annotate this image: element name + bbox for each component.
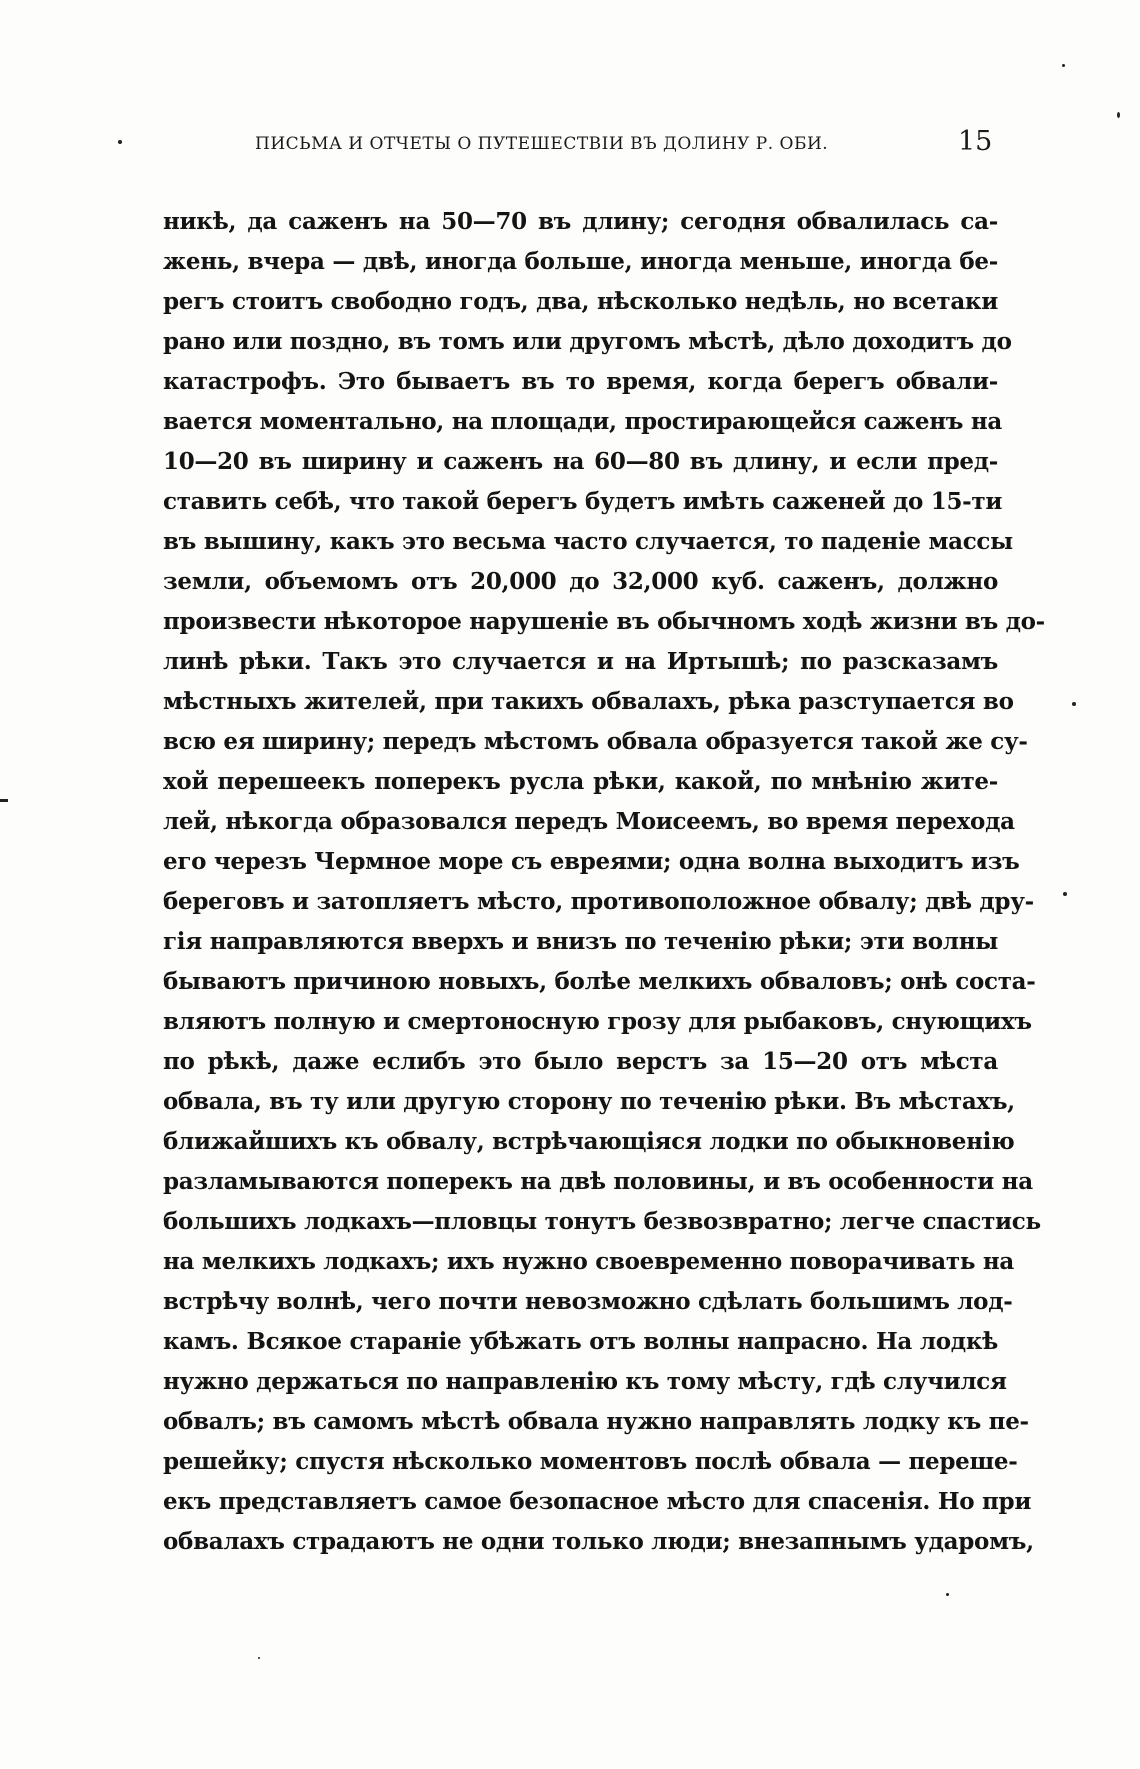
text-line: ставить себѣ, что такой берегъ будетъ имѣть саженей до 15-ти — [163, 488, 1003, 515]
text-line: жень, вчера — двѣ, иногда больше, иногда меньше, иногда бе- — [163, 248, 998, 275]
scan-speck — [946, 1593, 949, 1596]
scan-speck — [1072, 702, 1076, 706]
text-line: 10—20 въ ширину и саженъ на 60—80 въ длину, и если пред- — [163, 448, 998, 475]
text-line: встрѣчу волнѣ, чего почти невозможно сдѣлать большимъ лод- — [163, 1288, 1013, 1315]
text-line: решейку; спустя нѣсколько моментовъ послѣ обвала — переше- — [163, 1448, 1018, 1475]
text-line: береговъ и затопляетъ мѣсто, противоположное обвалу; двѣ дру- — [163, 888, 1034, 915]
text-line: камъ. Всякое стараніе убѣжать отъ волны напрасно. На лодкѣ — [163, 1328, 998, 1355]
text-line: обвала, въ ту или другую сторону по теченію рѣки. Въ мѣстахъ, — [163, 1088, 1015, 1115]
text-line: регъ стоитъ свободно годъ, два, нѣсколько недѣль, но всетаки — [163, 288, 998, 315]
text-line: лей, нѣкогда образовался передъ Моисеемъ, во время перехода — [163, 808, 1015, 835]
text-line: бываютъ причиною новыхъ, болѣе мелкихъ обваловъ; онѣ соста- — [163, 968, 1036, 995]
text-line: никѣ, да саженъ на 50—70 въ длину; сегодня обвалилась са- — [163, 208, 998, 235]
scan-speck — [0, 799, 8, 802]
text-line: въ вышину, какъ это весьма часто случается, то паденіе массы — [163, 528, 1013, 555]
text-line: земли, объемомъ отъ 20,000 до 32,000 куб. саженъ, должно — [163, 568, 998, 595]
text-line: катастрофъ. Это бываетъ въ то время, когда берегъ обвали- — [163, 368, 998, 395]
text-line: екъ представляетъ самое безопасное мѣсто для спасенія. Но при — [163, 1488, 1032, 1515]
scan-speck — [1117, 112, 1120, 118]
text-line: обвалъ; въ самомъ мѣстѣ обвала нужно направлять лодку къ пе- — [163, 1408, 1029, 1435]
text-line: обвалахъ страдаютъ не одни только люди; внезапнымъ ударомъ, — [163, 1528, 1034, 1555]
text-line: хой перешеекъ поперекъ русла рѣки, какой, по мнѣнію жите- — [163, 768, 998, 795]
text-line: на мелкихъ лодкахъ; ихъ нужно своевременно поворачивать на — [163, 1248, 1014, 1275]
running-head: ПИСЬМА И ОТЧЕТЫ О ПУТЕШЕСТВІИ ВЪ ДОЛИНУ Р. ОБИ. — [255, 134, 829, 154]
text-line: ближайшихъ къ обвалу, встрѣчающіяся лодки по обыкновенію — [163, 1128, 1015, 1155]
text-line: вляютъ полную и смертоносную грозу для рыбаковъ, снующихъ — [163, 1008, 1032, 1035]
text-line: мѣстныхъ жителей, при такихъ обвалахъ, рѣка разступается во — [163, 688, 1014, 715]
page-number: 15 — [958, 126, 993, 157]
text-line: рано или поздно, въ томъ или другомъ мѣстѣ, дѣло доходитъ до — [163, 328, 1012, 355]
text-line: по рѣкѣ, даже еслибъ это было верстъ за 15—20 отъ мѣста — [163, 1048, 998, 1075]
scan-speck — [1063, 892, 1067, 896]
text-line: гія направляются вверхъ и внизъ по теченію рѣки; эти волны — [163, 928, 998, 955]
text-line: разламываются поперекъ на двѣ половины, и въ особенности на — [163, 1168, 1033, 1195]
text-line: вается моментально, на площади, простирающейся саженъ на — [163, 408, 1002, 435]
scan-speck — [1062, 64, 1065, 67]
scan-speck — [118, 140, 122, 144]
text-line: нужно держаться по направленію къ тому мѣсту, гдѣ случился — [163, 1368, 1007, 1395]
scan-speck — [258, 1657, 260, 1659]
text-line: линѣ рѣки. Такъ это случается и на Иртышѣ; по разсказамъ — [163, 648, 998, 675]
body-text — [163, 202, 1045, 1562]
text-line: произвести нѣкоторое нарушеніе въ обычномъ ходѣ жизни въ до- — [163, 608, 1045, 635]
text-line: всю ея ширину; передъ мѣстомъ обвала образуется такой же су- — [163, 728, 1028, 755]
text-line: большихъ лодкахъ—пловцы тонутъ безвозвратно; легче спастись — [163, 1208, 1041, 1235]
text-line: его черезъ Чермное море съ евреями; одна волна выходитъ изъ — [163, 848, 1020, 875]
